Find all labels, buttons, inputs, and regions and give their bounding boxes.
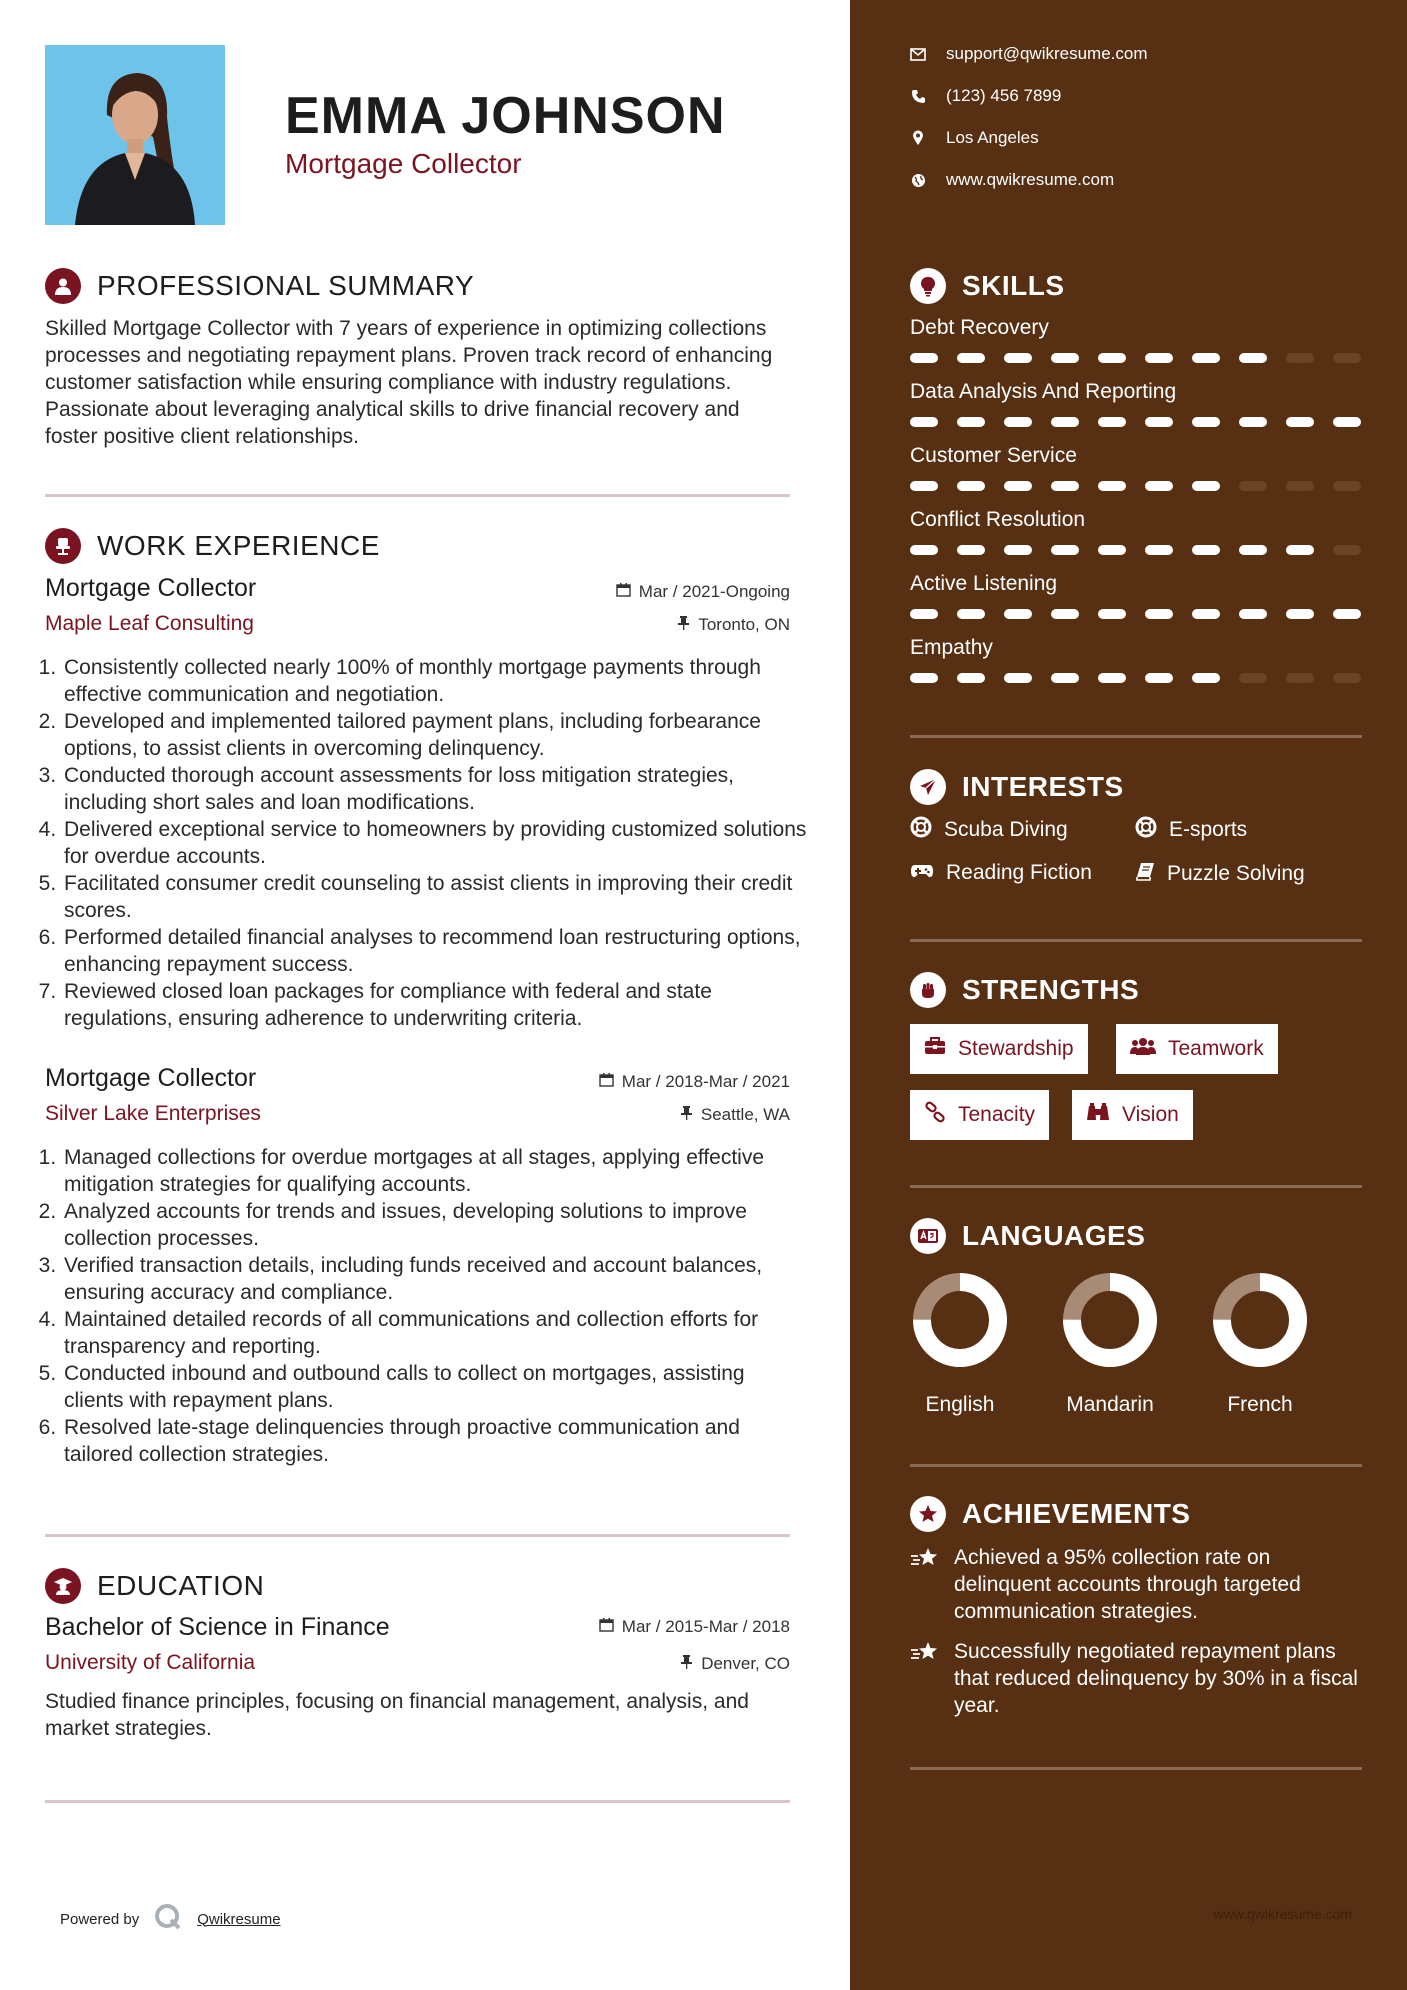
list-item: 1. Consistently collected nearly 100% of monthly mortgage payments through effective communication and negotiation. <box>62 654 807 708</box>
skills-heading <box>910 268 1065 304</box>
skill-level-segment <box>1145 545 1173 555</box>
envelope-icon <box>910 46 926 62</box>
skill-level-segment <box>910 673 938 683</box>
skill-level-segment <box>1004 353 1032 363</box>
section-divider <box>45 494 790 497</box>
skill-level-segment <box>1051 481 1079 491</box>
skill-level-segment <box>1192 673 1220 683</box>
skill-level-segment <box>957 545 985 555</box>
skill-level-segment <box>1192 481 1220 491</box>
job-bullets <box>38 1144 807 1468</box>
skill-level-segment <box>957 353 985 363</box>
education-dates-text: Mar / 2015-Mar / 2018 <box>621 1617 790 1636</box>
brand-link[interactable]: Qwikresume <box>197 1910 281 1928</box>
skill-level-segment <box>1333 545 1361 555</box>
summary-text: Skilled Mortgage Collector with 7 years of experience in optimizing collections processes and negotiating repayment plans. Proven track record of enhancing customer satisfaction while ensuring compliance with industry regulations. Passionate about leveraging analytical skills to drive financial recovery and foster positive client relationships. <box>45 317 773 448</box>
job-title: Mortgage Collector <box>45 1064 257 1092</box>
strength-tag <box>1072 1090 1193 1140</box>
job-dates-text: Mar / 2021-Ongoing <box>638 582 790 601</box>
book-icon <box>1135 861 1155 887</box>
achievement-text: Successfully negotiated repayment plans that reduced delinquency by 30% in a fiscal year. <box>954 1640 1358 1717</box>
skill-level-segment <box>1286 545 1314 555</box>
skill-level-segment <box>1286 417 1314 427</box>
skill-level-bar <box>910 353 1362 363</box>
skill-level-segment <box>1333 481 1361 491</box>
calendar-icon <box>599 1617 614 1637</box>
skill-level-segment <box>1239 481 1267 491</box>
strength-label: Teamwork <box>1168 1037 1264 1060</box>
skill-name: Conflict Resolution <box>910 508 1086 531</box>
language-item <box>1205 1270 1315 1417</box>
user-icon <box>45 268 81 304</box>
star-badge-icon <box>910 1496 946 1532</box>
education-dates <box>599 1617 790 1637</box>
achievements-heading <box>910 1496 1190 1532</box>
candidate-title: Mortgage Collector <box>285 148 522 179</box>
education-location-text: Denver, CO <box>701 1654 790 1673</box>
interest-label: Puzzle Solving <box>1167 862 1305 885</box>
skill-name: Data Analysis And Reporting <box>910 380 1177 403</box>
skill-level-segment <box>1239 545 1267 555</box>
profile-photo <box>45 45 225 225</box>
skill-level-segment <box>1051 545 1079 555</box>
skill-level-segment <box>1286 353 1314 363</box>
skill-level-segment <box>957 481 985 491</box>
skill-level-segment <box>1004 481 1032 491</box>
skill-name: Active Listening <box>910 572 1058 595</box>
strength-label: Tenacity <box>958 1103 1036 1126</box>
skill-level-segment <box>1145 417 1173 427</box>
calendar-icon <box>616 582 631 602</box>
achievement-item <box>910 1638 1362 1719</box>
pushpin-icon <box>680 1105 693 1125</box>
interest-item <box>910 816 1068 844</box>
skills-title: SKILLS <box>962 270 1065 301</box>
interests-title: INTERESTS <box>962 771 1124 802</box>
skill-level-segment <box>1145 481 1173 491</box>
skill-level-bar <box>910 545 1362 555</box>
gamepad-icon <box>910 861 934 885</box>
language-label: Mandarin <box>1066 1393 1154 1416</box>
skill-level-segment <box>1333 417 1361 427</box>
skill-level-segment <box>1192 353 1220 363</box>
office-chair-icon <box>45 528 81 564</box>
list-item: 6. Performed detailed financial analyses to recommend loan restructuring options, enhancing repayment success. <box>62 924 807 978</box>
powered-by-text: Powered by <box>60 1910 140 1928</box>
language-label: French <box>1227 1393 1293 1416</box>
contact-location-text: Los Angeles <box>946 128 1039 147</box>
powered-by <box>60 1902 281 1936</box>
languages-title: LANGUAGES <box>962 1220 1146 1251</box>
life-ring-icon <box>910 816 932 844</box>
job-location <box>677 615 790 635</box>
skill-level-bar <box>910 417 1362 427</box>
contact-phone-text: (123) 456 7899 <box>946 86 1062 105</box>
language-ring <box>910 1270 1010 1370</box>
skill-level-segment <box>1004 673 1032 683</box>
skill-level-segment <box>1051 609 1079 619</box>
strength-tag <box>1116 1024 1278 1074</box>
skill-level-segment <box>1239 673 1267 683</box>
list-item: 2. Analyzed accounts for trends and issues, developing solutions to improve collection processes. <box>62 1198 807 1252</box>
graduate-icon <box>45 1568 81 1604</box>
section-divider <box>910 939 1362 942</box>
skill-level-segment <box>1333 609 1361 619</box>
list-item: 4. Maintained detailed records of all communications and collection efforts for transparency and reporting. <box>62 1306 807 1360</box>
language-label: English <box>925 1393 995 1416</box>
location-pin-icon <box>910 130 926 146</box>
experience-heading <box>45 528 380 564</box>
sidebar <box>850 0 1407 1990</box>
skill-level-bar <box>910 481 1362 491</box>
pushpin-icon <box>677 615 690 635</box>
job-location-text: Seattle, WA <box>700 1105 790 1124</box>
interest-label: Scuba Diving <box>944 818 1068 841</box>
translate-icon <box>910 1218 946 1254</box>
skill-level-segment <box>1145 353 1173 363</box>
interest-item <box>1135 816 1247 844</box>
section-divider <box>45 1534 790 1537</box>
phone-icon <box>910 88 926 104</box>
skill-level-segment <box>1051 417 1079 427</box>
skill-level-segment <box>1004 417 1032 427</box>
achievement-item <box>910 1544 1362 1625</box>
lightbulb-icon <box>910 268 946 304</box>
skill-level-segment <box>1286 609 1314 619</box>
language-item <box>1055 1270 1165 1417</box>
strength-label: Vision <box>1122 1103 1179 1126</box>
globe-icon <box>910 172 926 188</box>
education-text: Studied finance principles, focusing on financial management, analysis, and market strategies. <box>45 1690 749 1740</box>
contact-phone[interactable] <box>910 86 1061 106</box>
skill-level-segment <box>910 609 938 619</box>
list-item: 1. Managed collections for overdue mortgages at all stages, applying effective mitigation strategies for qualifying accounts. <box>62 1144 807 1198</box>
contact-location <box>910 128 1039 148</box>
skill-level-segment <box>1098 609 1126 619</box>
job-dates <box>616 582 790 602</box>
interest-label: Reading Fiction <box>946 861 1092 884</box>
life-ring-icon <box>1135 816 1157 844</box>
skill-level-segment <box>1145 609 1173 619</box>
skill-level-segment <box>1098 417 1126 427</box>
list-item: 3. Verified transaction details, including funds received and account balances, ensuring accuracy and compliance. <box>62 1252 807 1306</box>
candidate-name: EMMA JOHNSON <box>285 87 726 145</box>
skill-level-segment <box>910 481 938 491</box>
skill-level-segment <box>1239 417 1267 427</box>
skill-name: Customer Service <box>910 444 1077 467</box>
interest-item <box>910 861 1092 885</box>
footer-site[interactable]: www.qwikresume.com <box>1213 1906 1352 1922</box>
list-item: 7. Reviewed closed loan packages for compliance with federal and state regulations, ensuring adherence to underwriting criteria. <box>62 978 807 1032</box>
achievement-text: Achieved a 95% collection rate on delinquent accounts through targeted communication strategies. <box>954 1546 1301 1623</box>
language-item <box>905 1270 1015 1417</box>
contact-website[interactable] <box>910 170 1114 190</box>
skill-level-segment <box>910 353 938 363</box>
summary-title: PROFESSIONAL SUMMARY <box>97 270 475 301</box>
job-location <box>680 1105 790 1125</box>
contact-website-text: www.qwikresume.com <box>946 170 1115 189</box>
job-title: Mortgage Collector <box>45 574 257 602</box>
skill-level-segment <box>910 417 938 427</box>
calendar-icon <box>599 1072 614 1092</box>
skill-level-segment <box>1145 673 1173 683</box>
skill-name: Debt Recovery <box>910 316 1049 339</box>
skill-level-segment <box>1004 545 1032 555</box>
skill-level-segment <box>1286 481 1314 491</box>
skill-level-segment <box>1239 609 1267 619</box>
job-dates-text: Mar / 2018-Mar / 2021 <box>621 1072 790 1091</box>
shooting-star-icon <box>910 1638 940 1719</box>
section-divider <box>910 1185 1362 1188</box>
job-location-text: Toronto, ON <box>698 615 790 634</box>
skill-level-segment <box>1192 417 1220 427</box>
skill-level-segment <box>1333 673 1361 683</box>
skill-level-bar <box>910 609 1362 619</box>
education-location <box>680 1654 790 1674</box>
shooting-star-icon <box>910 1544 940 1625</box>
section-divider <box>45 1800 790 1803</box>
strength-tag <box>910 1090 1049 1140</box>
list-item: 5. Facilitated consumer credit counseling to assist clients in improving their credit scores. <box>62 870 807 924</box>
skill-level-segment <box>1192 609 1220 619</box>
list-item: 5. Conducted inbound and outbound calls to collect on mortgages, assisting clients with repayment plans. <box>62 1360 807 1414</box>
users-icon <box>1130 1037 1156 1061</box>
degree-title: Bachelor of Science in Finance <box>45 1613 390 1641</box>
strengths-heading <box>910 972 1139 1008</box>
link-icon <box>924 1101 946 1129</box>
list-item: 3. Conducted thorough account assessments for loss mitigation strategies, including short sales and loan modifications. <box>62 762 807 816</box>
education-heading <box>45 1568 264 1604</box>
interest-label: E-sports <box>1169 818 1248 841</box>
skill-level-segment <box>1098 545 1126 555</box>
skill-level-segment <box>1051 353 1079 363</box>
pushpin-icon <box>680 1654 693 1674</box>
experience-title: WORK EXPERIENCE <box>97 530 380 561</box>
job-bullets <box>38 654 807 1032</box>
fist-icon <box>910 972 946 1008</box>
contact-email[interactable] <box>910 44 1148 64</box>
skill-level-bar <box>910 673 1362 683</box>
strengths-title: STRENGTHS <box>962 974 1140 1005</box>
paper-plane-icon <box>910 769 946 805</box>
language-ring <box>1060 1270 1160 1370</box>
list-item: 6. Resolved late-stage delinquencies through proactive communication and tailored collection strategies. <box>62 1414 807 1468</box>
section-divider <box>910 1767 1362 1770</box>
school-name: University of California <box>45 1651 256 1674</box>
company-name: Silver Lake Enterprises <box>45 1102 261 1125</box>
skill-level-segment <box>1098 353 1126 363</box>
job-dates <box>599 1072 790 1092</box>
language-ring <box>1210 1270 1310 1370</box>
skill-level-segment <box>1286 673 1314 683</box>
strength-label: Stewardship <box>958 1037 1074 1060</box>
skill-level-segment <box>957 673 985 683</box>
skill-level-segment <box>910 545 938 555</box>
skill-level-segment <box>957 417 985 427</box>
skill-level-segment <box>1098 673 1126 683</box>
section-divider <box>910 735 1362 738</box>
skill-level-segment <box>1192 545 1220 555</box>
achievements-title: ACHIEVEMENTS <box>962 1498 1191 1529</box>
skill-name: Empathy <box>910 636 993 659</box>
list-item: 2. Developed and implemented tailored payment plans, including forbearance options, to assist clients in overcoming delinquency. <box>62 708 807 762</box>
education-title: EDUCATION <box>97 1570 265 1601</box>
section-divider <box>910 1464 1362 1467</box>
skill-level-segment <box>1333 353 1361 363</box>
interest-item <box>1135 861 1305 887</box>
strength-tag <box>910 1024 1088 1074</box>
list-item: 4. Delivered exceptional service to homeowners by providing customized solutions for overdue accounts. <box>62 816 807 870</box>
skill-level-segment <box>957 609 985 619</box>
qwikresume-logo-icon <box>153 1902 183 1936</box>
skill-level-segment <box>1239 353 1267 363</box>
briefcase-icon <box>924 1037 946 1061</box>
interests-heading <box>910 769 1124 805</box>
company-name: Maple Leaf Consulting <box>45 612 254 635</box>
languages-heading <box>910 1218 1145 1254</box>
binoculars-icon <box>1086 1102 1110 1128</box>
contact-email-text: support@qwikresume.com <box>946 44 1148 63</box>
skill-level-segment <box>1004 609 1032 619</box>
skill-level-segment <box>1098 481 1126 491</box>
skill-level-segment <box>1051 673 1079 683</box>
summary-heading <box>45 268 474 304</box>
